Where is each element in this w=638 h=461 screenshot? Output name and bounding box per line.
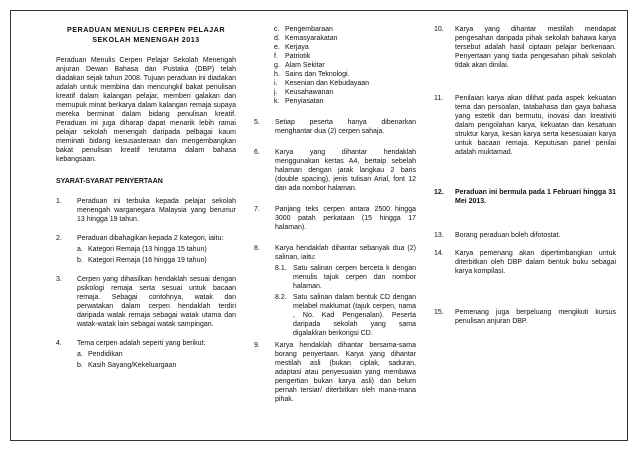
rule-item	[56, 234, 236, 265]
theme-text: Penyiasatan	[285, 98, 324, 105]
sub-text: Satu salinan dalam bentuk CD dengan melabel maklumat (tajuk cerpen, nama , No. Kad Pengenalan). Peserta daripada sekolah yang sama digalakkan berkongsi CD.	[293, 294, 416, 337]
sub-text: Pendidikan	[88, 351, 123, 358]
theme-text: Sains dan Teknologi.	[285, 71, 350, 78]
rule-text: Karya hendaklah dihantar bersama-sama borang penyertaan. Karya yang dihantar mestilah asli (bukan ciplak, saduran, adaptasi atau penyesuaian yang membawa pengertian bukan karya asli) dan belum pernah tersiar/ diterbitkan oleh mana-mana pihak.	[275, 342, 416, 403]
theme-item	[274, 97, 416, 106]
sub-item	[77, 361, 236, 370]
theme-item	[274, 52, 416, 61]
rule-text: Peraduan ini bermula pada 1 Februari hingga 31 Mei 2013.	[455, 189, 616, 205]
sub-item	[275, 293, 416, 338]
rule-item	[434, 188, 616, 206]
rule-text: Panjang teks cerpen antara 2500 hingga 3000 patah perkataan (15 hingga 17 halaman).	[275, 206, 416, 231]
theme-letter: h.	[274, 71, 280, 78]
sub-text: Kategori Remaja (13 hingga 15 tahun)	[88, 246, 207, 253]
theme-list	[254, 25, 416, 106]
rule-number: 15.	[434, 309, 444, 316]
rule-number: 3.	[56, 276, 62, 283]
rule-number: 11.	[434, 95, 444, 102]
document-title	[56, 25, 236, 45]
rule-text: Karya hendaklah dihantar sebanyak dua (2) salinan, iaitu:	[275, 245, 416, 261]
theme-item	[274, 43, 416, 52]
theme-letter: g.	[274, 62, 280, 69]
intro-paragraph: Peraduan Menulis Cerpen Pelajar Sekolah Menengah anjuran Dewan Bahasa dan Pustaka (DBP) telah diadakan sejak tahun 2008. Tujuan peraduan ini diadakan adalah untuk membina dan mencungkil bakat penulisan kreatif dalam kalangan pelajar, memberi galakan dan memupuk minat berkarya dalam kalangan remaja supaya mereka berminat dalam bidang penulisan kreatif. Peraduan ini juga diharap dapat menarik lebih ramai pelajar sekolah menengah daripada pelbagai kaum meminati bidang kesusasteraan dan mengembangkan bakat penulisan kreatif terutama dalam bahasa kebangsaan.	[56, 57, 236, 163]
theme-letter: i.	[274, 80, 278, 87]
rule-item	[254, 118, 416, 136]
column-left	[56, 25, 236, 380]
rule-item	[254, 148, 416, 193]
sub-text: Kategori Remaja (16 hingga 19 tahun)	[88, 257, 207, 264]
theme-item	[274, 88, 416, 97]
title-line-1: PERADUAN MENULIS CERPEN PELAJAR	[66, 25, 226, 34]
column-right	[434, 25, 616, 326]
theme-letter: e.	[274, 44, 280, 51]
rule-number: 12.	[434, 189, 444, 196]
rule-item	[254, 205, 416, 232]
sub-item	[77, 350, 236, 359]
rule-number: 10.	[434, 26, 444, 33]
sub-text: Kasih Sayang/Kekeluargaan	[88, 362, 177, 369]
theme-item	[274, 34, 416, 43]
rule-item	[254, 244, 416, 338]
rule-text: Penilaian karya akan dilihat pada aspek kekuatan tema dan persoalan, tatabahasa dan gaya bahasa yang estetik dan bermutu, inovasi dan kreativiti dalam pengolahan karya, kekuatan dan kesatuan struktur karya, kesan karya serta kesesuaian karya untuk bacaan remaja. Keputusan panel penilai adalah muktamad.	[455, 95, 616, 156]
rule-text: Tema cerpen adalah seperti yang berikut:	[77, 340, 206, 347]
sub-number: 8.1.	[275, 265, 287, 272]
rule-number: 5.	[254, 119, 260, 126]
theme-item	[274, 25, 416, 34]
rule-item	[434, 231, 616, 240]
rule-number: 2.	[56, 235, 62, 242]
leaflet-page	[10, 10, 628, 441]
theme-letter: f.	[274, 53, 278, 60]
rule-text: Karya yang dihantar mestilah mendapat pengesahan daripada pihak sekolah bahawa karya tersebut adalah hasil ciptaan pelajar berkenaan. Penyertaan yang tiada pengesahan pihak sekolah tidak akan dinilai.	[455, 26, 616, 69]
sub-letter: a.	[77, 246, 83, 253]
sub-number: 8.2.	[275, 294, 287, 301]
rule-text: Peraduan ini terbuka kepada pelajar sekolah menengah warganegara Malaysia yang berumur 13 hingga 19 tahun.	[77, 198, 236, 223]
rule-text: Karya pemenang akan dipertimbangkan untuk diterbitkan oleh DBP dalam bentuk buku sebagai karya kompilasi.	[455, 250, 616, 275]
rule-item	[434, 308, 616, 326]
rule-text: Cerpen yang dihasilkan hendaklah sesuai dengan psikologi remaja serta sesuai untuk bacaan remaja. Sebagai contohnya, watak dan perwatakan dalam cerpen hendaklah terdiri daripada watak remaja sebagai watak utama dan watak-watak lain sebagai watak sampingan.	[77, 276, 236, 328]
theme-letter: d.	[274, 35, 280, 42]
sub-letter: b.	[77, 362, 83, 369]
rule-text: Borang peraduan boleh difotostat.	[455, 232, 561, 239]
title-line-2: SEKOLAH MENENGAH 2013	[92, 35, 200, 44]
rule-number: 6.	[254, 149, 260, 156]
rule-number: 1.	[56, 198, 62, 205]
rule-number: 4.	[56, 340, 62, 347]
theme-text: Kemasyarakatan	[285, 35, 338, 42]
rule-item	[434, 249, 616, 276]
theme-item	[274, 61, 416, 70]
rule-number: 14.	[434, 250, 444, 257]
sub-letter: a.	[77, 351, 83, 358]
sub-text: Satu salinan cerpen berceta k dengan menulis tajuk cerpen dan nombor halaman.	[293, 265, 416, 290]
sub-item	[275, 264, 416, 291]
rule-number: 13.	[434, 232, 444, 239]
rule-text: Pemenang juga berpeluang mengikuti kursus penulisan anjuran DBP.	[455, 309, 616, 325]
rule-item	[434, 25, 616, 70]
rule-text: Peraduan dibahagikan kepada 2 kategori, iaitu:	[77, 235, 224, 242]
rule-number: 8.	[254, 245, 260, 252]
theme-item	[274, 70, 416, 79]
theme-text: Pengembaraan	[285, 26, 333, 33]
rule-text: Setiap peserta hanya dibenarkan menghantar dua (2) cerpen sahaja.	[275, 119, 416, 135]
theme-item	[274, 79, 416, 88]
theme-text: Kesenian dan Kebudayaan	[285, 80, 370, 87]
sub-letter: b.	[77, 257, 83, 264]
theme-text: Keusahawanan	[285, 89, 334, 96]
rule-text: Karya yang dihantar hendaklah menggunakan kertas A4, bertaip sebelah halaman dengan jarak langkau 2 baris (double spacing), jenis tulisan Arial, font 12 dan ada nombor halaman.	[275, 149, 416, 192]
theme-text: Patriotik	[285, 53, 311, 60]
rule-number: 7.	[254, 206, 260, 213]
sub-item	[77, 245, 236, 254]
theme-text: Alam Sekitar	[285, 62, 325, 69]
theme-text: Kerjaya	[285, 44, 309, 51]
rule-number: 9.	[254, 342, 260, 349]
section-heading: SYARAT-SYARAT PENYERTAAN	[56, 178, 163, 185]
theme-letter: j.	[274, 89, 278, 96]
rule-item	[56, 197, 236, 224]
rule-item	[56, 275, 236, 329]
rule-item	[254, 341, 416, 404]
column-middle	[254, 25, 416, 416]
sub-item	[77, 256, 236, 265]
rule-item	[434, 94, 616, 157]
theme-letter: k.	[274, 98, 280, 105]
rule-item	[56, 339, 236, 370]
theme-letter: c.	[274, 26, 280, 33]
